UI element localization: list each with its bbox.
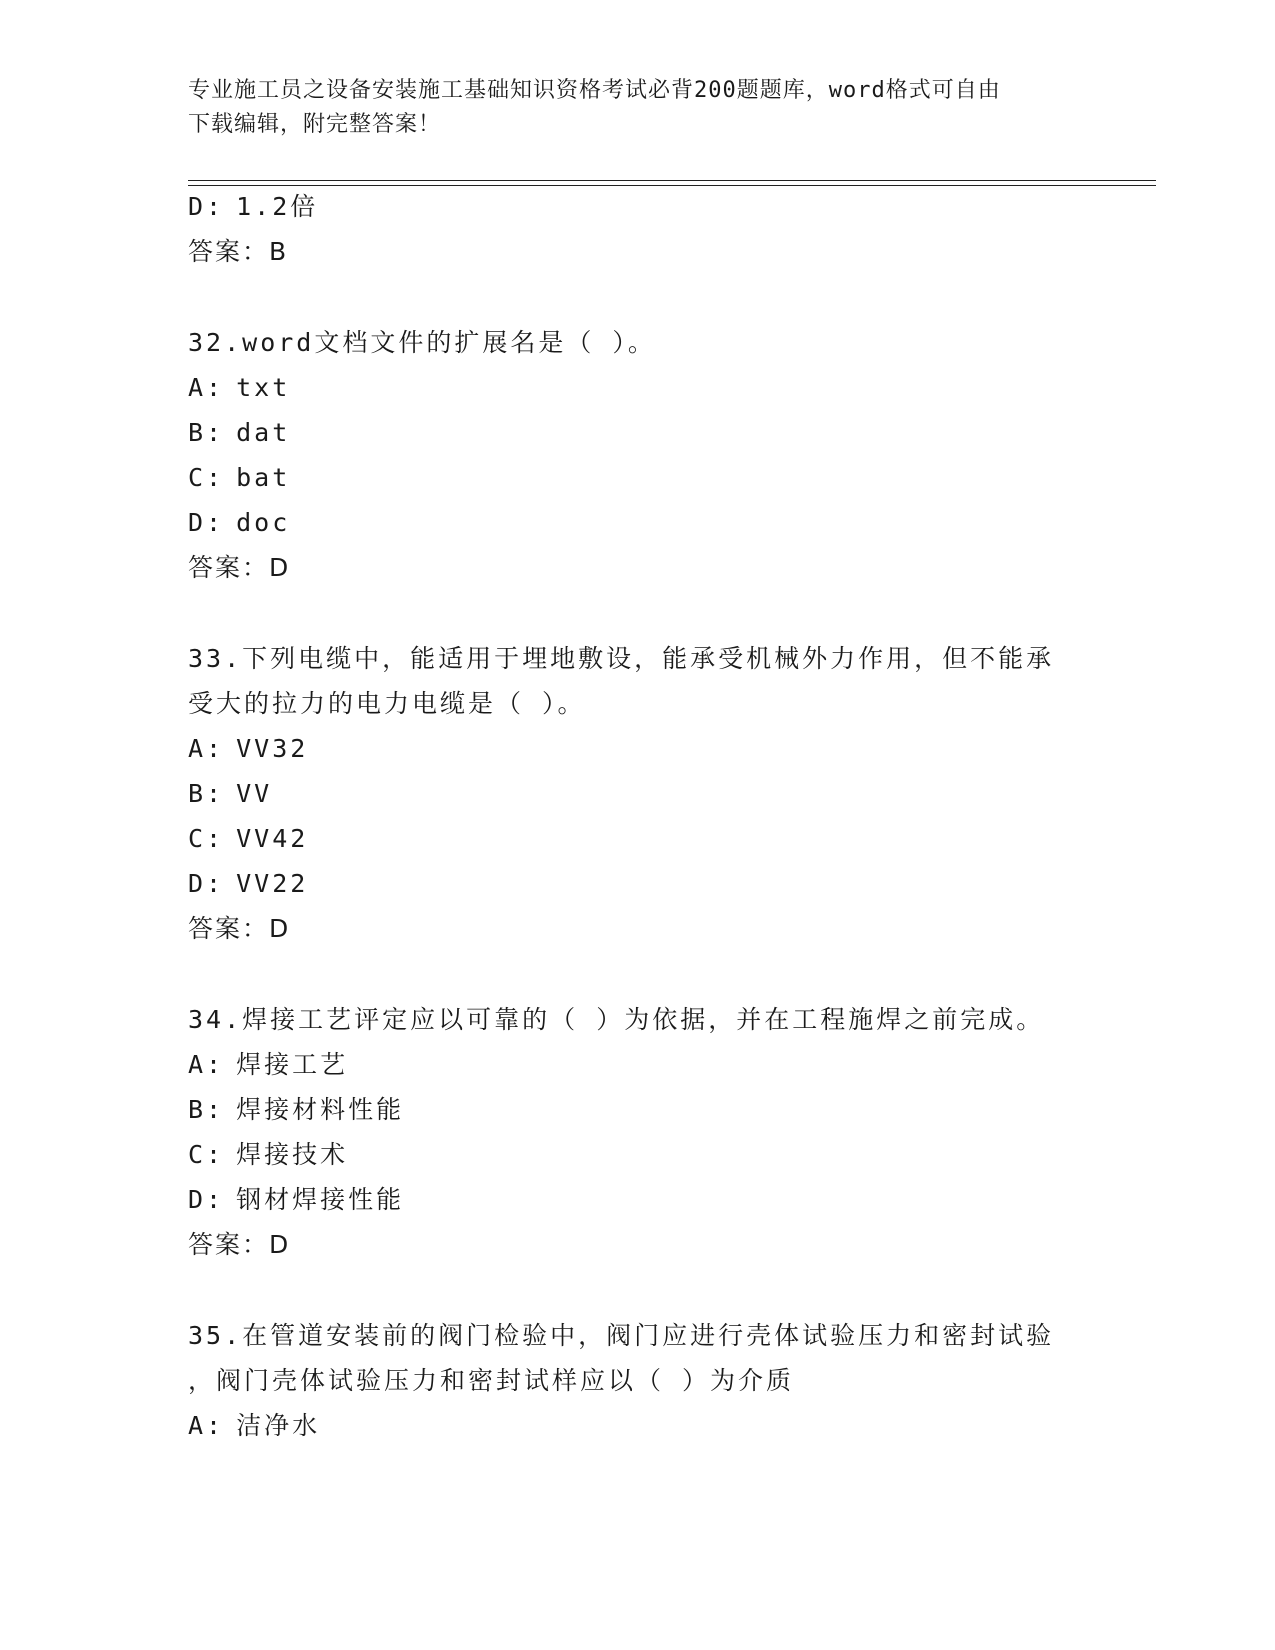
header-title-line-2: 下载编辑，附完整答案！ <box>188 112 442 137</box>
option-key: A: <box>188 373 225 402</box>
question-34-answer: 答案：D <box>188 1230 291 1259</box>
question-33-stem-line-2: 受大的拉力的电力电缆是（ ）。 <box>188 689 586 718</box>
answer-prev: 答案：B <box>188 237 289 266</box>
question-35-stem-line-2: ，阀门壳体试验压力和密封试样应以（ ）为介质 <box>188 1366 795 1395</box>
option-key: D: <box>188 508 225 537</box>
option-key: C: <box>188 1140 225 1169</box>
option-key: D: <box>188 192 225 221</box>
option-text: VV42 <box>236 824 309 853</box>
question-34-option-d <box>188 1183 404 1217</box>
option-text: 焊接材料性能 <box>236 1095 405 1124</box>
question-32-answer: 答案：D <box>188 553 291 582</box>
option-d-prev <box>188 190 318 224</box>
option-key: D: <box>188 869 225 898</box>
question-34-option-a <box>188 1048 348 1082</box>
option-text: 钢材焊接性能 <box>236 1185 405 1214</box>
option-text: dat <box>236 418 291 447</box>
question-34-option-c <box>188 1138 348 1172</box>
option-key: B: <box>188 779 225 808</box>
option-text: doc <box>236 508 291 537</box>
header-title-line-1: 专业施工员之设备安装施工基础知识资格考试必背200题题库，word格式可自由 <box>188 78 1001 103</box>
question-34-option-b <box>188 1093 404 1127</box>
question-35-option-a <box>188 1409 320 1443</box>
page-header <box>188 74 1088 142</box>
question-32-stem: 32.word文档文件的扩展名是（ ）。 <box>188 328 656 357</box>
question-32-option-c <box>188 461 290 495</box>
question-33-option-b <box>188 777 272 811</box>
question-33-stem-line-1: 33.下列电缆中，能适用于埋地敷设，能承受机械外力作用，但不能承 <box>188 644 1055 673</box>
option-key: C: <box>188 463 225 492</box>
option-text: bat <box>236 463 291 492</box>
header-divider-bottom <box>188 185 1156 186</box>
option-text: 洁净水 <box>236 1411 321 1440</box>
question-33-option-d <box>188 867 308 901</box>
question-34-stem: 34.焊接工艺评定应以可靠的（ ）为依据，并在工程施焊之前完成。 <box>188 1005 1045 1034</box>
option-text: VV <box>236 779 273 808</box>
option-text: 1.2倍 <box>236 192 319 221</box>
option-text: txt <box>236 373 291 402</box>
option-key: B: <box>188 1095 225 1124</box>
question-33-answer: 答案：D <box>188 914 291 943</box>
option-text: 焊接技术 <box>236 1140 349 1169</box>
question-33-option-c <box>188 822 308 856</box>
question-35-stem-line-1: 35.在管道安装前的阀门检验中，阀门应进行壳体试验压力和密封试验 <box>188 1321 1055 1350</box>
question-32-option-b <box>188 416 290 450</box>
question-32-option-a <box>188 371 290 405</box>
question-32-option-d <box>188 506 290 540</box>
option-key: A: <box>188 734 225 763</box>
option-text: VV32 <box>236 734 309 763</box>
option-text: VV22 <box>236 869 309 898</box>
option-key: C: <box>188 824 225 853</box>
option-key: B: <box>188 418 225 447</box>
option-text: 焊接工艺 <box>236 1050 349 1079</box>
header-divider-top <box>188 180 1156 181</box>
option-key: D: <box>188 1185 225 1214</box>
question-33-option-a <box>188 732 308 766</box>
option-key: A: <box>188 1411 225 1440</box>
option-key: A: <box>188 1050 225 1079</box>
